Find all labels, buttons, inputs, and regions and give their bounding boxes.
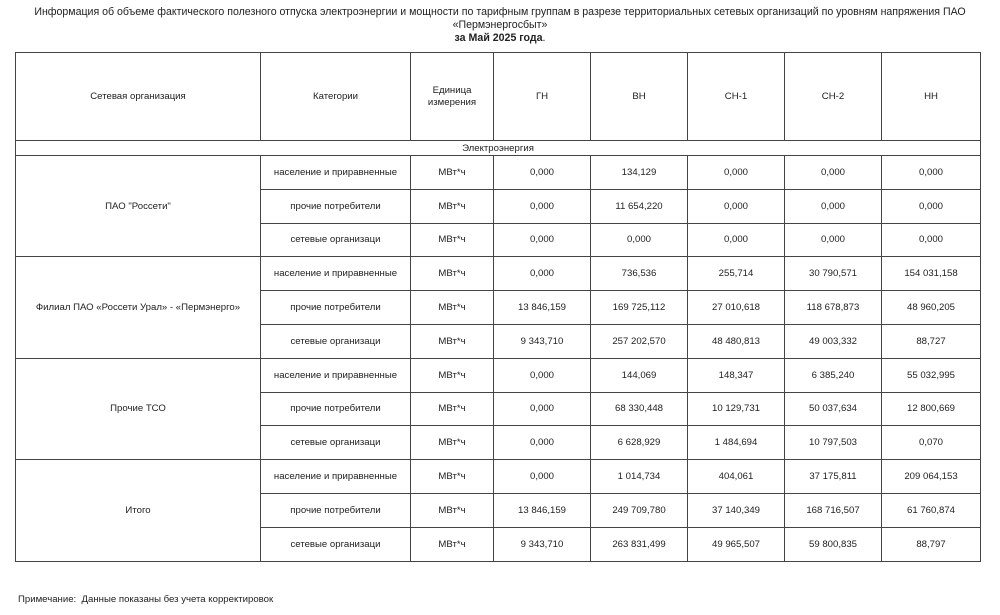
section-row bbox=[16, 141, 981, 156]
footnote-label: Примечание: bbox=[18, 594, 77, 605]
header-category: Категории bbox=[261, 53, 411, 141]
category-cell: сетевые организаци bbox=[261, 527, 411, 561]
value-cell-sn1: 0,000 bbox=[688, 156, 785, 190]
value-cell-nn: 88,727 bbox=[882, 324, 981, 358]
value-cell-sn2: 0,000 bbox=[785, 189, 882, 223]
value-cell-gn: 9 343,710 bbox=[494, 527, 591, 561]
value-cell-sn1: 37 140,349 bbox=[688, 493, 785, 527]
unit-cell: МВт*ч bbox=[411, 460, 494, 494]
header-nn: НН bbox=[882, 53, 981, 141]
unit-cell: МВт*ч bbox=[411, 358, 494, 392]
value-cell-nn: 55 032,995 bbox=[882, 358, 981, 392]
value-cell-sn1: 10 129,731 bbox=[688, 392, 785, 426]
org-cell: Итого bbox=[16, 460, 261, 561]
value-cell-sn2: 0,000 bbox=[785, 223, 882, 257]
value-cell-nn: 209 064,153 bbox=[882, 460, 981, 494]
unit-cell: МВт*ч bbox=[411, 156, 494, 190]
org-cell: ПАО "Россети" bbox=[16, 156, 261, 257]
header-sn1: СН-1 bbox=[688, 53, 785, 141]
value-cell-gn: 13 846,159 bbox=[494, 493, 591, 527]
org-cell: Филиал ПАО «Россети Урал» - «Пермэнерго» bbox=[16, 257, 261, 358]
value-cell-sn2: 168 716,507 bbox=[785, 493, 882, 527]
table-row bbox=[16, 156, 981, 190]
value-cell-sn1: 148,347 bbox=[688, 358, 785, 392]
footnote bbox=[18, 594, 273, 605]
value-cell-sn1: 0,000 bbox=[688, 223, 785, 257]
value-cell-nn: 0,070 bbox=[882, 426, 981, 460]
value-cell-gn: 0,000 bbox=[494, 223, 591, 257]
value-cell-sn1: 49 965,507 bbox=[688, 527, 785, 561]
header-vn: ВН bbox=[591, 53, 688, 141]
category-cell: прочие потребители bbox=[261, 493, 411, 527]
header-org: Сетевая организация bbox=[16, 53, 261, 141]
value-cell-gn: 0,000 bbox=[494, 358, 591, 392]
category-cell: сетевые организаци bbox=[261, 426, 411, 460]
report-period-suffix: . bbox=[542, 32, 546, 44]
value-cell-gn: 9 343,710 bbox=[494, 324, 591, 358]
energy-volume-table bbox=[15, 52, 981, 562]
value-cell-vn: 249 709,780 bbox=[591, 493, 688, 527]
value-cell-sn2: 37 175,811 bbox=[785, 460, 882, 494]
report-period-line bbox=[10, 32, 990, 45]
unit-cell: МВт*ч bbox=[411, 324, 494, 358]
value-cell-vn: 68 330,448 bbox=[591, 392, 688, 426]
footnote-text: Данные показаны без учета корректировок bbox=[81, 594, 274, 605]
value-cell-sn1: 48 480,813 bbox=[688, 324, 785, 358]
unit-cell: МВт*ч bbox=[411, 291, 494, 325]
category-cell: население и приравненные bbox=[261, 156, 411, 190]
value-cell-gn: 13 846,159 bbox=[494, 291, 591, 325]
table-row bbox=[16, 460, 981, 494]
section-label: Электроэнергия bbox=[16, 141, 981, 156]
value-cell-vn: 0,000 bbox=[591, 223, 688, 257]
report-title-text: Информация об объеме фактического полезного отпуска электроэнергии и мощности по тарифным группам в разрезе территориальных сетевых организаций по уровням напряжения ПАО «Пермэнергосбыт» bbox=[34, 6, 966, 31]
value-cell-sn2: 30 790,571 bbox=[785, 257, 882, 291]
category-cell: прочие потребители bbox=[261, 392, 411, 426]
value-cell-sn1: 0,000 bbox=[688, 189, 785, 223]
value-cell-sn1: 255,714 bbox=[688, 257, 785, 291]
value-cell-sn2: 50 037,634 bbox=[785, 392, 882, 426]
value-cell-sn1: 1 484,694 bbox=[688, 426, 785, 460]
unit-cell: МВт*ч bbox=[411, 392, 494, 426]
value-cell-gn: 0,000 bbox=[494, 257, 591, 291]
unit-cell: МВт*ч bbox=[411, 223, 494, 257]
value-cell-nn: 61 760,874 bbox=[882, 493, 981, 527]
org-cell: Прочие ТСО bbox=[16, 358, 261, 459]
value-cell-vn: 6 628,929 bbox=[591, 426, 688, 460]
value-cell-sn1: 27 010,618 bbox=[688, 291, 785, 325]
table-body bbox=[16, 141, 981, 562]
category-cell: сетевые организаци bbox=[261, 223, 411, 257]
value-cell-gn: 0,000 bbox=[494, 460, 591, 494]
value-cell-vn: 1 014,734 bbox=[591, 460, 688, 494]
table-row bbox=[16, 358, 981, 392]
value-cell-gn: 0,000 bbox=[494, 392, 591, 426]
category-cell: сетевые организаци bbox=[261, 324, 411, 358]
value-cell-nn: 12 800,669 bbox=[882, 392, 981, 426]
value-cell-sn2: 59 800,835 bbox=[785, 527, 882, 561]
value-cell-sn2: 118 678,873 bbox=[785, 291, 882, 325]
category-cell: прочие потребители bbox=[261, 291, 411, 325]
value-cell-sn2: 0,000 bbox=[785, 156, 882, 190]
value-cell-nn: 88,797 bbox=[882, 527, 981, 561]
value-cell-nn: 0,000 bbox=[882, 156, 981, 190]
value-cell-sn1: 404,061 bbox=[688, 460, 785, 494]
value-cell-gn: 0,000 bbox=[494, 156, 591, 190]
unit-cell: МВт*ч bbox=[411, 426, 494, 460]
value-cell-vn: 11 654,220 bbox=[591, 189, 688, 223]
header-sn2: СН-2 bbox=[785, 53, 882, 141]
report-title bbox=[10, 6, 990, 45]
value-cell-vn: 257 202,570 bbox=[591, 324, 688, 358]
category-cell: население и приравненные bbox=[261, 460, 411, 494]
category-cell: прочие потребители bbox=[261, 189, 411, 223]
value-cell-vn: 144,069 bbox=[591, 358, 688, 392]
unit-cell: МВт*ч bbox=[411, 189, 494, 223]
value-cell-sn2: 10 797,503 bbox=[785, 426, 882, 460]
table-row bbox=[16, 257, 981, 291]
value-cell-sn2: 49 003,332 bbox=[785, 324, 882, 358]
value-cell-sn2: 6 385,240 bbox=[785, 358, 882, 392]
unit-cell: МВт*ч bbox=[411, 527, 494, 561]
value-cell-gn: 0,000 bbox=[494, 189, 591, 223]
value-cell-gn: 0,000 bbox=[494, 426, 591, 460]
value-cell-vn: 169 725,112 bbox=[591, 291, 688, 325]
unit-cell: МВт*ч bbox=[411, 257, 494, 291]
table-header-row bbox=[16, 53, 981, 141]
value-cell-vn: 134,129 bbox=[591, 156, 688, 190]
report-period: за Май 2025 года bbox=[454, 32, 543, 44]
category-cell: население и приравненные bbox=[261, 257, 411, 291]
unit-cell: МВт*ч bbox=[411, 493, 494, 527]
value-cell-nn: 0,000 bbox=[882, 189, 981, 223]
value-cell-nn: 0,000 bbox=[882, 223, 981, 257]
category-cell: население и приравненные bbox=[261, 358, 411, 392]
header-gn: ГН bbox=[494, 53, 591, 141]
value-cell-vn: 736,536 bbox=[591, 257, 688, 291]
value-cell-nn: 154 031,158 bbox=[882, 257, 981, 291]
header-unit: Единица измерения bbox=[411, 53, 494, 141]
value-cell-vn: 263 831,499 bbox=[591, 527, 688, 561]
value-cell-nn: 48 960,205 bbox=[882, 291, 981, 325]
